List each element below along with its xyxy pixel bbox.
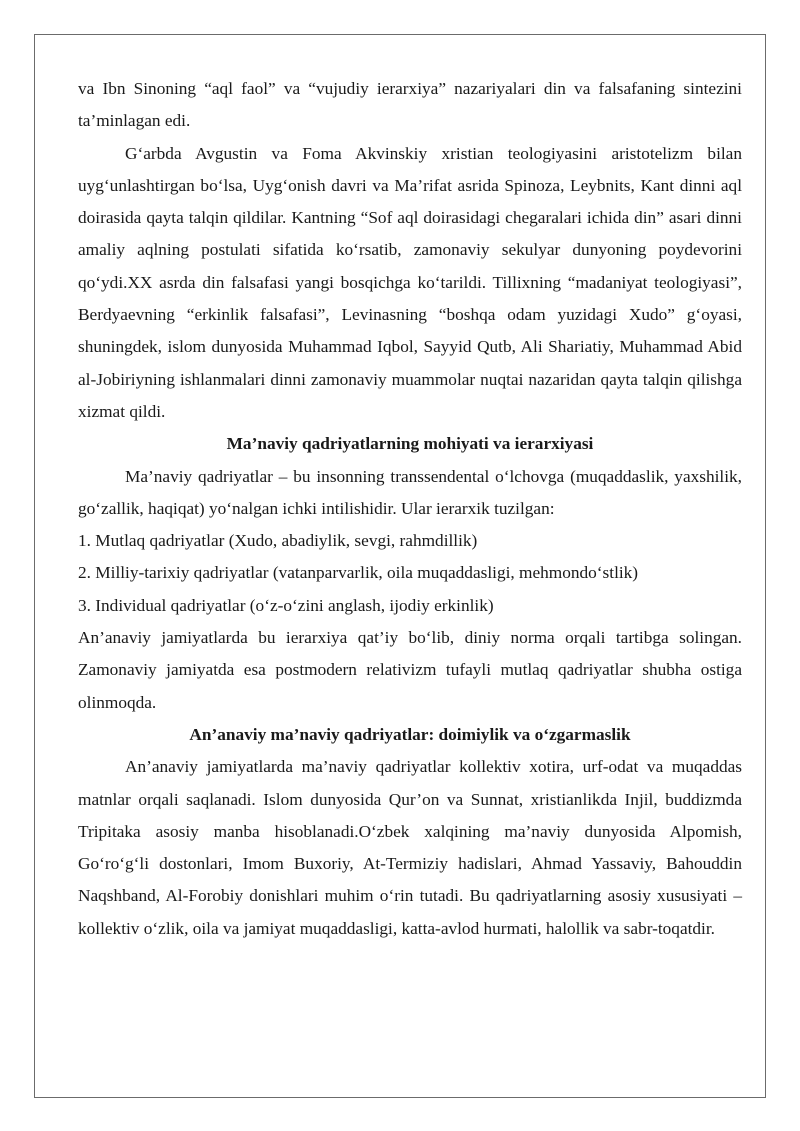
paragraph-western-theology: G‘arbda Avgustin va Foma Akvinskiy xristian teologiyasini aristotelizm bilan uyg‘unlashtirgan bo‘lsa, Uyg‘onish davri va Ma’rifat asrida Spinoza, Leybnits, Kant dinni aql doirasida qayta talqin qildilar. Kantning “Sof aql doirasidagi chegaralari ichida din” asari dinni amaliy aqlning postulati sifatida ko‘rsatib, zamonaviy sekulyar dunyoning poydevorini qo‘ydi.XX asrda din falsafasi yangi bosqichga ko‘tarildi. Tillixning “madaniyat teologiyasi”, Berdyaevning “erkinlik falsafasi”, Levinasning “boshqa odam yuzidagi Xudo” g‘oyasi, shuningdek, islom dunyosida Muhammad Iqbol, Sayyid Qutb, Ali Shariatiy, Muhammad Abid al-Jobiriyning ishlanmalari dinni zamonaviy muammolar nuqtai nazaridan qayta talqin qilishga xizmat qildi. — [78, 143, 742, 421]
paragraph-values-definition: Ma’naviy qadriyatlar – bu insonning transsendental o‘lchovga (muqaddaslik, yaxshilik, go‘zallik, haqiqat) yo‘nalgan ichki intilishidir. Ular ierarxik tuzilgan: — [78, 466, 742, 518]
section-heading-traditional-values: An’anaviy ma’naviy qadriyatlar: doimiylik va o‘zgarmaslik — [189, 724, 631, 744]
list-item-absolute-values: 1. Mutlaq qadriyatlar (Xudo, abadiylik, sevgi, rahmdillik) — [78, 531, 478, 551]
paragraph-traditional-societies: An’anaviy jamiyatlarda ma’naviy qadriyatlar kollektiv xotira, urf-odat va muqaddas matnlar orqali saqlanadi. Islom dunyosida Qur’on va Sunnat, xristianlikda Injil, buddizmda Tripitaka asosiy manba hisoblanadi.O‘zbek xalqining ma’naviy dunyosida Alpomish, Go‘ro‘g‘li dostonlari, Imom Buxoriy, At-Termiziy hadislari, Ahmad Yassaviy, Bahouddin Naqshband, Al-Forobiy donishlari muhim o‘rin tutadi. Bu qadriyatlarning asosiy xususiyati – kollektiv o‘zlik, oila va jamiyat muqaddasligi, katta-avlod hurmati, halollik va sabr-toqatdir. — [78, 757, 742, 938]
list-item-national-values: 2. Milliy-tarixiy qadriyatlar (vatanparvarlik, oila muqaddasligi, mehmondo‘stlik) — [78, 563, 639, 583]
document-body — [78, 73, 742, 945]
paragraph-traditional-vs-modern: An’anaviy jamiyatlarda bu ierarxiya qat’iy bo‘lib, diniy norma orqali tartibga solingan. Zamonaviy jamiyatda esa postmodern relativizm tufayli mutlaq qadriyatlar shubha ostiga olinmoqda. — [78, 628, 742, 712]
section-heading-values-hierarchy: Ma’naviy qadriyatlarning mohiyati va ierarxiyasi — [226, 434, 594, 454]
list-item-individual-values: 3. Individual qadriyatlar (o‘z-o‘zini anglash, ijodiy erkinlik) — [78, 595, 494, 615]
paragraph-continuation: va Ibn Sinoning “aql faol” va “vujudiy ierarxiya” nazariyalari din va falsafaning sintezini ta’minlagan edi. — [78, 79, 742, 131]
